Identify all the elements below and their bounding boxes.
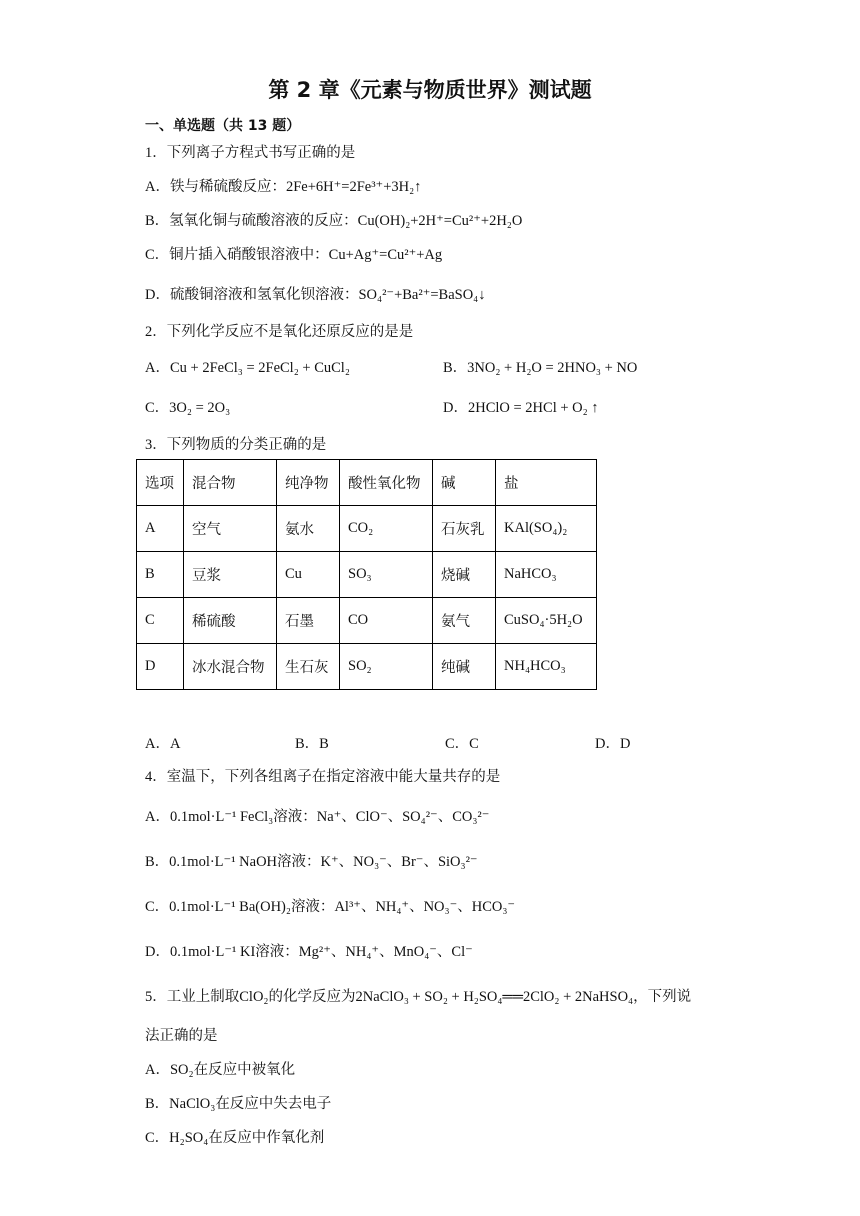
q2-option-b [443,356,637,377]
option-text: 硫酸铜溶液和氢氧化钡溶液： [169,287,359,303]
stem-text: ，下列说 [633,989,692,1005]
q4-option-b [145,850,478,871]
option-label: D． [145,287,170,303]
formula: NaClO₃ [169,1096,216,1112]
stem-text: 5．工业上制取 [145,989,240,1005]
table-cell: SO₃ [340,552,433,598]
formula: Cu+Ag⁺=Cu²⁺+Ag [328,247,443,263]
section-heading: 一、单选题（共 13 题） [145,118,301,134]
formula: 2HClO = 2HCl + O₂ ↑ [467,400,599,416]
option-label: A． [145,360,170,376]
table-row [137,598,597,644]
table-cell: 豆浆 [184,552,277,598]
option-label: B． [145,854,170,870]
q2-option-d [443,396,599,417]
q1-option-c [145,243,442,264]
option-label: B． [145,213,170,229]
table-cell: 氨水 [277,506,340,552]
table-cell: 冰水混合物 [184,644,277,690]
formula: 0.1mol·L⁻¹ NaOH [169,854,278,870]
document-title: 第 2 章《元素与物质世界》测试题 [268,78,592,102]
formula: 0.1mol·L⁻¹ Ba(OH)₂ [169,899,291,915]
table-cell: 烧碱 [433,552,496,598]
table-cell: Cu [277,552,340,598]
q5-option-c [145,1126,324,1147]
q3-option-d: D．D [595,736,631,752]
table-cell: 氨气 [433,598,496,644]
option-label: C． [145,400,170,416]
table-cell: SO₂ [340,644,433,690]
q5-option-a [145,1058,295,1079]
q5-stem-line2: 法正确的是 [145,1028,218,1044]
q4-option-c [145,895,515,916]
formula: SO₄²⁻+Ba²⁺=BaSO₄↓ [358,287,486,303]
table-header: 选项 [137,460,184,506]
option-label: B． [443,360,468,376]
q3-option-a: A．A [145,736,181,752]
option-label: C． [145,247,170,263]
table-cell: NaHCO₃ [496,552,597,598]
option-label: A． [145,1062,170,1078]
table-cell: 空气 [184,506,277,552]
table-cell: 石墨 [277,598,340,644]
option-label: D． [145,944,170,960]
formula: 2Fe+6H⁺=2Fe³⁺+3H₂↑ [285,179,422,195]
table-cell: KAl(SO₄)₂ [496,506,597,552]
formula: Al³⁺、NH₄⁺、NO₃⁻、HCO₃⁻ [334,899,516,915]
formula: 2NaClO₃ + SO₂ + H₂SO₄══2ClO₂ + 2NaHSO₄ [355,989,634,1005]
q2-stem: 2．下列化学反应不是氧化还原反应的是是 [145,324,414,340]
option-text: 在反应中作氧化剂 [208,1130,325,1146]
table-cell: B [137,552,184,598]
formula: Mg²⁺、NH₄⁺、MnO₄⁻、Cl⁻ [298,944,473,960]
option-label: A． [145,809,170,825]
q5-option-b [145,1092,331,1113]
q3-option-c: C．C [445,736,479,752]
formula: H₂SO₄ [169,1130,209,1146]
stem-text: 的化学反应为 [268,989,356,1005]
table-cell: NH₄HCO₃ [496,644,597,690]
table-cell: A [137,506,184,552]
table-header: 盐 [496,460,597,506]
formula: Cu(OH)₂+2H⁺=Cu²⁺+2H₂O [357,213,523,229]
formula: Na⁺、ClO⁻、SO₄²⁻、CO₃²⁻ [316,809,490,825]
table-row [137,506,597,552]
option-text: 溶液： [273,809,317,825]
q1-option-b [145,209,522,230]
option-label: A． [145,179,170,195]
table-row [137,552,597,598]
q4-option-d [145,940,473,961]
table-cell: CO₂ [340,506,433,552]
table-cell: C [137,598,184,644]
table-row [137,644,597,690]
table-cell: 纯碱 [433,644,496,690]
option-text: 溶液： [290,899,335,915]
option-text: 铁与稀硫酸反应： [169,179,286,195]
q5-stem [145,985,691,1006]
table-cell: CO [340,598,433,644]
table-cell: 石灰乳 [433,506,496,552]
q1-stem: 1．下列离子方程式书写正确的是 [145,145,356,161]
table-header: 碱 [433,460,496,506]
formula: 0.1mol·L⁻¹ KI [169,944,256,960]
table-header: 酸性氧化物 [340,460,433,506]
q2-option-c [145,396,230,417]
q2-option-a [145,356,350,377]
option-label: B． [145,1096,170,1112]
option-text: 溶液： [277,854,321,870]
option-text: 在反应中失去电子 [215,1096,332,1112]
q3-stem: 3．下列物质的分类正确的是 [145,437,327,453]
table-cell: 稀硫酸 [184,598,277,644]
q1-option-d [145,283,486,304]
table-cell: CuSO₄·5H₂O [496,598,597,644]
q3-option-b: B．B [295,736,329,752]
formula: K⁺、NO₃⁻、Br⁻、SiO₃²⁻ [320,854,478,870]
option-label: D． [443,400,468,416]
option-text: 铜片插入硝酸银溶液中： [169,247,329,263]
formula: ClO₂ [239,989,269,1005]
option-text: 在反应中被氧化 [193,1062,296,1078]
option-label: C． [145,899,170,915]
formula: SO₂ [169,1062,194,1078]
formula: 0.1mol·L⁻¹ FeCl₃ [169,809,274,825]
formula: Cu + 2FeCl₃ = 2FeCl₂ + CuCl₂ [169,360,350,376]
formula: 3O₂ = 2O₃ [169,400,231,416]
table-cell: D [137,644,184,690]
option-label: C． [145,1130,170,1146]
table-header: 纯净物 [277,460,340,506]
table-header-row [137,460,597,506]
table-header: 混合物 [184,460,277,506]
formula: 3NO₂ + H₂O = 2HNO₃ + NO [467,360,638,376]
classification-table [136,459,597,690]
option-text: 溶液： [255,944,299,960]
q4-stem: 4．室温下，下列各组离子在指定溶液中能大量共存的是 [145,769,501,785]
q4-option-a [145,805,489,826]
table-cell: 生石灰 [277,644,340,690]
q1-option-a [145,175,421,196]
option-text: 氢氧化铜与硫酸溶液的反应： [169,213,358,229]
